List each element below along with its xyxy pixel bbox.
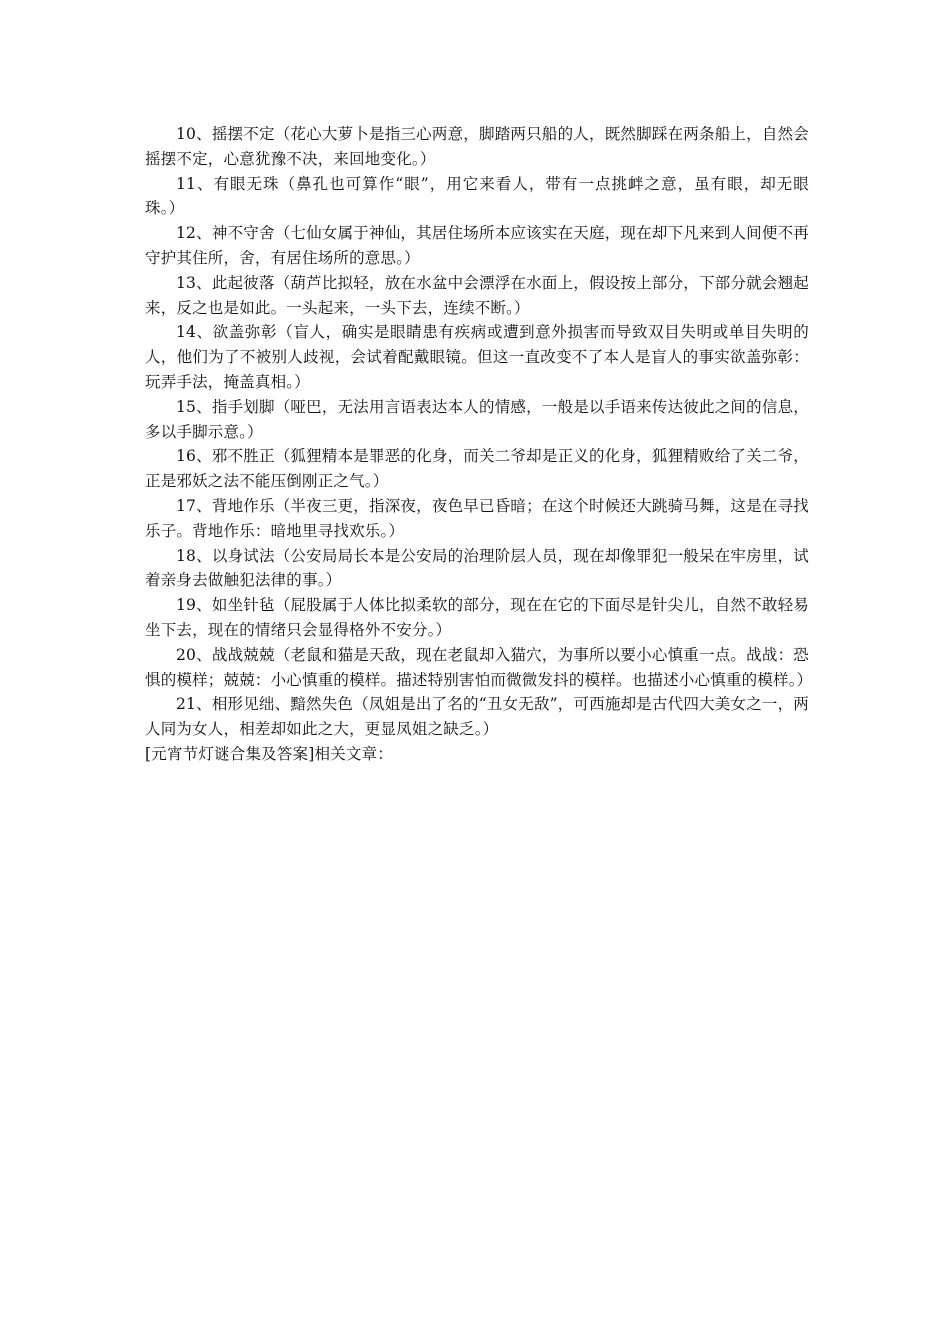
related-articles-label: [元宵节灯谜合集及答案]相关文章： — [145, 744, 393, 763]
riddle-item-16: 16、邪不胜正（狐狸精本是罪恶的化身，而关二爷却是正义的化身，狐狸精败给了关二爷，正是邪妖之法不能压倒刚正之气。） — [145, 447, 809, 491]
riddle-item-15: 15、指手划脚（哑巴，无法用言语表达本人的情感，一般是以手语来传达彼此之间的信息，多以手脚示意。） — [145, 397, 809, 441]
riddle-item-19: 19、如坐针毡（屁股属于人体比拟柔软的部分，现在在它的下面尽是针尖儿，自然不敢轻易坐下去，现在的情绪只会显得格外不安分。） — [145, 596, 809, 639]
riddle-item-10: 10、摇摆不定（花心大萝卜是指三心两意，脚踏两只船的人，既然脚踩在两条船上，自然会摇摆不定，心意犹豫不决，来回地变化。） — [145, 125, 809, 168]
riddle-item-18: 18、以身试法（公安局局长本是公安局的治理阶层人员，现在却像罪犯一般呆在牢房里，试着亲身去做触犯法律的事。） — [145, 546, 809, 590]
riddle-item-12: 12、神不守舍（七仙女属于神仙，其居住场所本应该实在天庭，现在却下凡来到人间便不再守护其住所，舍，有居住场所的意思。） — [145, 224, 809, 267]
riddle-item-21: 21、相形见绌、黯然失色（凤姐是出了名的“丑女无敌”，可西施却是古代四大美女之一，两人同为女人，相差却如此之大，更显凤姐之缺乏。） — [145, 695, 809, 739]
riddle-item-14: 14、欲盖弥彰（盲人，确实是眼睛患有疾病或遭到意外损害而导致双目失明或单目失明的人，他们为了不被别人歧视，会试着配戴眼镜。但这一直改变不了本人是盲人的事实欲盖弥彰：玩弄手法，掩盖真相。） — [145, 323, 809, 391]
document-body — [145, 122, 813, 767]
riddle-item-11: 11、有眼无珠（鼻孔也可算作“眼”，用它来看人，带有一点挑衅之意，虽有眼，却无眼珠。） — [145, 174, 809, 218]
riddle-item-17: 17、背地作乐（半夜三更，指深夜，夜色早已昏暗；在这个时候还大跳骑马舞，这是在寻找乐子。背地作乐：暗地里寻找欢乐。） — [145, 496, 809, 540]
riddle-item-13: 13、此起彼落（葫芦比拟轻，放在水盆中会漂浮在水面上，假设按上部分，下部分就会翘起来，反之也是如此。一头起来，一头下去，连续不断。） — [145, 273, 809, 317]
riddle-item-20: 20、战战兢兢（老鼠和猫是天敌，现在老鼠却入猫穴，为事所以要小心慎重一点。战战：恐惧的模样；兢兢：小心慎重的模样。描述特别害怕而微微发抖的模样。也描述小心慎重的模样。） — [145, 645, 813, 689]
